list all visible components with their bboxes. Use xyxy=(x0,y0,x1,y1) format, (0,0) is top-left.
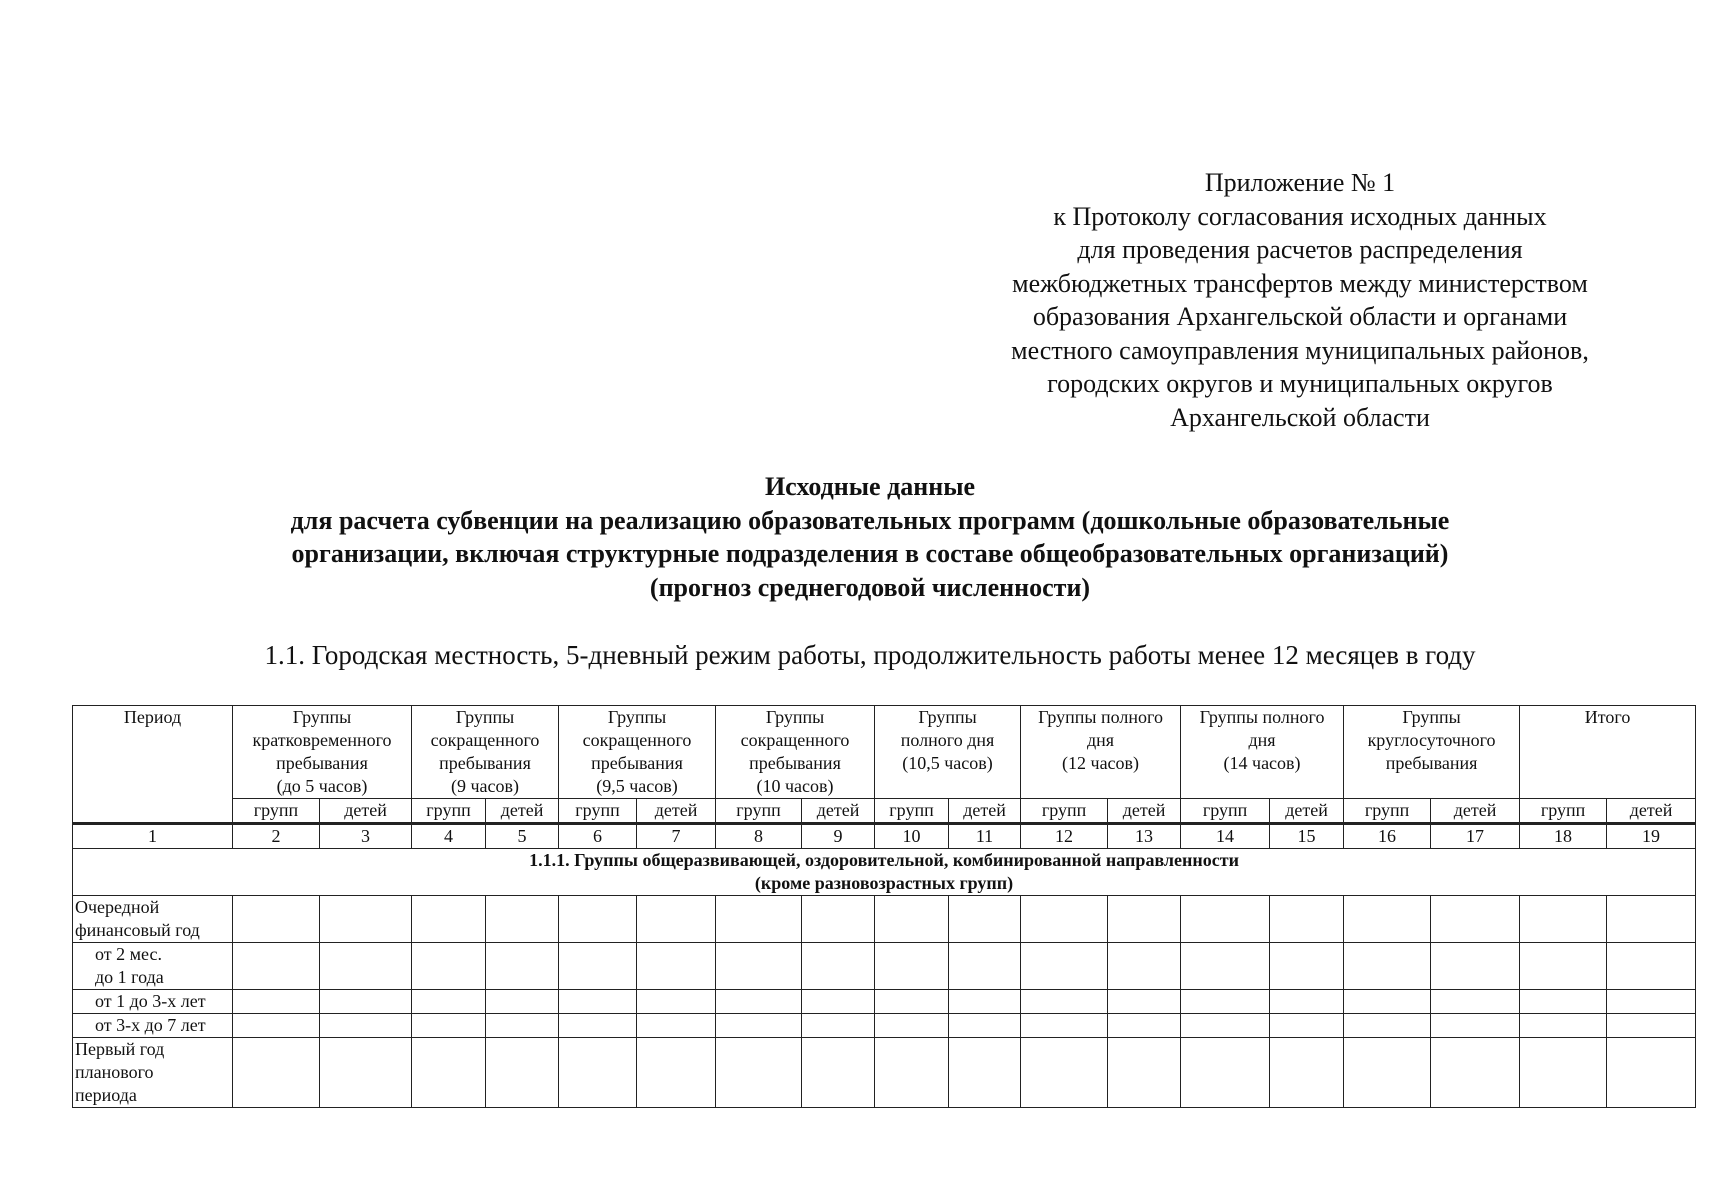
table-cell[interactable] xyxy=(637,943,716,990)
column-number: 17 xyxy=(1431,824,1520,849)
table-row xyxy=(73,896,1696,943)
title-line: (прогноз среднегодовой численности) xyxy=(649,572,1091,602)
sub-header-children: детей xyxy=(1270,799,1344,824)
subsection-header: 1.1.1. Группы общеразвивающей, оздоровительной, комбинированной направленности (кроме разновозрастных групп) xyxy=(73,849,1696,896)
sub-header-groups: групп xyxy=(559,799,637,824)
table-cell[interactable] xyxy=(1431,896,1520,943)
table-cell[interactable] xyxy=(559,896,637,943)
appendix-line: Приложение № 1 xyxy=(1204,168,1396,197)
appendix-line: к Протоколу согласования исходных данных xyxy=(1053,201,1547,231)
table-cell[interactable] xyxy=(1108,990,1181,1014)
column-number: 14 xyxy=(1181,824,1270,849)
table-cell[interactable] xyxy=(1181,1038,1270,1108)
table-row xyxy=(73,943,1696,990)
sub-header-groups: групп xyxy=(412,799,486,824)
row-label: от 2 мес. до 1 года xyxy=(73,943,233,990)
column-number: 2 xyxy=(233,824,320,849)
appendix-line: городских округов и муниципальных округов xyxy=(1047,369,1553,398)
column-number: 16 xyxy=(1344,824,1431,849)
table-cell[interactable] xyxy=(320,1014,412,1038)
table-cell[interactable] xyxy=(637,896,716,943)
sub-header-children: детей xyxy=(486,799,559,824)
table-cell[interactable] xyxy=(1021,896,1108,943)
column-number: 4 xyxy=(412,824,486,849)
sub-header-children: детей xyxy=(320,799,412,824)
table-cell[interactable] xyxy=(949,1014,1021,1038)
table-cell[interactable] xyxy=(802,896,875,943)
sub-header-groups: групп xyxy=(716,799,802,824)
table-cell[interactable] xyxy=(320,990,412,1014)
appendix-line: межбюджетных трансфертов между министерством xyxy=(1012,268,1588,298)
row-label: Первый год планового периода xyxy=(73,1038,233,1108)
table-cell[interactable] xyxy=(1607,896,1696,943)
column-number: 11 xyxy=(949,824,1021,849)
title-line: Исходные данные xyxy=(764,472,976,501)
header-round-the-clock: Группы круглосуточного пребывания xyxy=(1344,706,1520,799)
table-cell[interactable] xyxy=(1108,896,1181,943)
appendix-line: для проведения расчетов распределения xyxy=(1077,235,1523,264)
header-full-day-12h: Группы полного дня (12 часов) xyxy=(1021,706,1181,799)
column-number: 19 xyxy=(1607,824,1696,849)
table-cell[interactable] xyxy=(1520,990,1607,1014)
sub-header-groups: групп xyxy=(233,799,320,824)
document-title xyxy=(160,470,1580,604)
table-cell[interactable] xyxy=(1607,943,1696,990)
table-cell[interactable] xyxy=(412,1014,486,1038)
table-cell[interactable] xyxy=(233,990,320,1014)
header-full-day-14h: Группы полного дня (14 часов) xyxy=(1181,706,1344,799)
table-cell[interactable] xyxy=(1520,1038,1607,1108)
data-table xyxy=(72,705,1696,1108)
table-cell[interactable] xyxy=(716,1038,802,1108)
table-cell[interactable] xyxy=(1181,896,1270,943)
table-cell[interactable] xyxy=(233,896,320,943)
table-cell[interactable] xyxy=(1520,943,1607,990)
table-cell[interactable] xyxy=(412,943,486,990)
table-cell[interactable] xyxy=(412,1038,486,1108)
title-line: для расчета субвенции на реализацию образовательных программ (дошкольные образовательные xyxy=(290,505,1450,535)
column-number: 1 xyxy=(73,824,233,849)
appendix-line: Архангельской области xyxy=(1170,402,1430,432)
section-title: 1.1. Городская местность, 5-дневный режим работы, продолжительность работы менее 12 месяцев в году xyxy=(264,640,1476,670)
table-cell[interactable] xyxy=(559,990,637,1014)
table-cell[interactable] xyxy=(1607,1014,1696,1038)
table-cell[interactable] xyxy=(486,1038,559,1108)
table-cell[interactable] xyxy=(875,943,949,990)
table-cell[interactable] xyxy=(637,1038,716,1108)
table-cell[interactable] xyxy=(1021,990,1108,1014)
table-cell[interactable] xyxy=(559,1014,637,1038)
table-cell[interactable] xyxy=(716,990,802,1014)
row-label: от 1 до 3-х лет xyxy=(73,990,233,1014)
table-cell[interactable] xyxy=(1344,1038,1431,1108)
header-reduced-10h: Группы сокращенного пребывания (10 часов) xyxy=(716,706,875,799)
row-label: Очередной финансовый год xyxy=(73,896,233,943)
table-cell[interactable] xyxy=(875,896,949,943)
table-cell[interactable] xyxy=(486,943,559,990)
column-number: 13 xyxy=(1108,824,1181,849)
table-cell[interactable] xyxy=(949,896,1021,943)
table-cell[interactable] xyxy=(1344,943,1431,990)
table-cell[interactable] xyxy=(949,990,1021,1014)
column-number: 15 xyxy=(1270,824,1344,849)
column-number: 3 xyxy=(320,824,412,849)
column-number: 6 xyxy=(559,824,637,849)
table-cell[interactable] xyxy=(1270,943,1344,990)
header-short-stay: Группы кратковременного пребывания (до 5 часов) xyxy=(233,706,412,799)
table-cell[interactable] xyxy=(637,1014,716,1038)
header-full-day-10-5h: Группы полного дня (10,5 часов) xyxy=(875,706,1021,799)
column-number: 12 xyxy=(1021,824,1108,849)
header-reduced-9-5h: Группы сокращенного пребывания (9,5 часов) xyxy=(559,706,716,799)
table-row xyxy=(73,1038,1696,1108)
table-cell[interactable] xyxy=(1021,943,1108,990)
appendix-line: образования Архангельской области и органами xyxy=(1032,302,1568,331)
table-cell[interactable] xyxy=(559,943,637,990)
sub-header-children: детей xyxy=(1607,799,1696,824)
table-cell[interactable] xyxy=(1108,943,1181,990)
column-number: 18 xyxy=(1520,824,1607,849)
table-cell[interactable] xyxy=(412,990,486,1014)
header-total: Итого xyxy=(1520,706,1696,799)
table-cell[interactable] xyxy=(233,1014,320,1038)
table-cell[interactable] xyxy=(1520,896,1607,943)
column-number: 10 xyxy=(875,824,949,849)
table-cell[interactable] xyxy=(1344,990,1431,1014)
table-cell[interactable] xyxy=(486,990,559,1014)
table-cell[interactable] xyxy=(1181,1014,1270,1038)
table-cell[interactable] xyxy=(1021,1038,1108,1108)
column-number: 5 xyxy=(486,824,559,849)
table-cell[interactable] xyxy=(559,1038,637,1108)
table-cell[interactable] xyxy=(412,896,486,943)
table-cell[interactable] xyxy=(1181,990,1270,1014)
table-cell[interactable] xyxy=(802,990,875,1014)
table-cell[interactable] xyxy=(716,1014,802,1038)
table-cell[interactable] xyxy=(1181,943,1270,990)
table-cell[interactable] xyxy=(875,990,949,1014)
table-cell[interactable] xyxy=(1520,1014,1607,1038)
appendix-header xyxy=(930,166,1670,434)
table-cell[interactable] xyxy=(802,943,875,990)
sub-header-children: детей xyxy=(1108,799,1181,824)
sub-header-groups: групп xyxy=(1520,799,1607,824)
title-line: организации, включая структурные подразделения в составе общеобразовательных организаций) xyxy=(291,539,1449,568)
table-cell[interactable] xyxy=(716,896,802,943)
column-number: 7 xyxy=(637,824,716,849)
table-cell[interactable] xyxy=(320,943,412,990)
table-cell[interactable] xyxy=(1270,896,1344,943)
table-row xyxy=(73,990,1696,1014)
sub-header-groups: групп xyxy=(1021,799,1108,824)
column-number: 9 xyxy=(802,824,875,849)
table-cell[interactable] xyxy=(320,896,412,943)
table-cell[interactable] xyxy=(1431,943,1520,990)
table-cell[interactable] xyxy=(1270,1014,1344,1038)
table-cell[interactable] xyxy=(486,896,559,943)
table-cell[interactable] xyxy=(1021,1014,1108,1038)
column-number: 8 xyxy=(716,824,802,849)
period-header: Период xyxy=(73,706,233,824)
table-cell[interactable] xyxy=(1108,1014,1181,1038)
sub-header-children: детей xyxy=(637,799,716,824)
header-reduced-9h: Группы сокращенного пребывания (9 часов) xyxy=(412,706,559,799)
table-cell[interactable] xyxy=(875,1014,949,1038)
table-cell[interactable] xyxy=(486,1014,559,1038)
table-cell[interactable] xyxy=(716,943,802,990)
table-cell[interactable] xyxy=(320,1038,412,1108)
table-cell[interactable] xyxy=(1270,1038,1344,1108)
sub-header-children: детей xyxy=(802,799,875,824)
table-cell[interactable] xyxy=(1344,896,1431,943)
sub-header-groups: групп xyxy=(875,799,949,824)
table-cell[interactable] xyxy=(1108,1038,1181,1108)
table-cell[interactable] xyxy=(1431,1014,1520,1038)
table-cell[interactable] xyxy=(233,1038,320,1108)
appendix-line: местного самоуправления муниципальных районов, xyxy=(1011,335,1589,365)
sub-header-groups: групп xyxy=(1344,799,1431,824)
table-cell[interactable] xyxy=(949,1038,1021,1108)
table-row xyxy=(73,1014,1696,1038)
table-cell[interactable] xyxy=(233,943,320,990)
table-cell[interactable] xyxy=(802,1038,875,1108)
table-cell[interactable] xyxy=(1344,1014,1431,1038)
table-cell[interactable] xyxy=(802,1014,875,1038)
table-cell[interactable] xyxy=(1607,1038,1696,1108)
table-cell[interactable] xyxy=(949,943,1021,990)
table-cell[interactable] xyxy=(1270,990,1344,1014)
table-cell[interactable] xyxy=(1607,990,1696,1014)
table-cell[interactable] xyxy=(1431,1038,1520,1108)
table-cell[interactable] xyxy=(1431,990,1520,1014)
sub-header-groups: групп xyxy=(1181,799,1270,824)
row-label: от 3-х до 7 лет xyxy=(73,1014,233,1038)
table-cell[interactable] xyxy=(875,1038,949,1108)
table-cell[interactable] xyxy=(637,990,716,1014)
sub-header-children: детей xyxy=(1431,799,1520,824)
sub-header-children: детей xyxy=(949,799,1021,824)
